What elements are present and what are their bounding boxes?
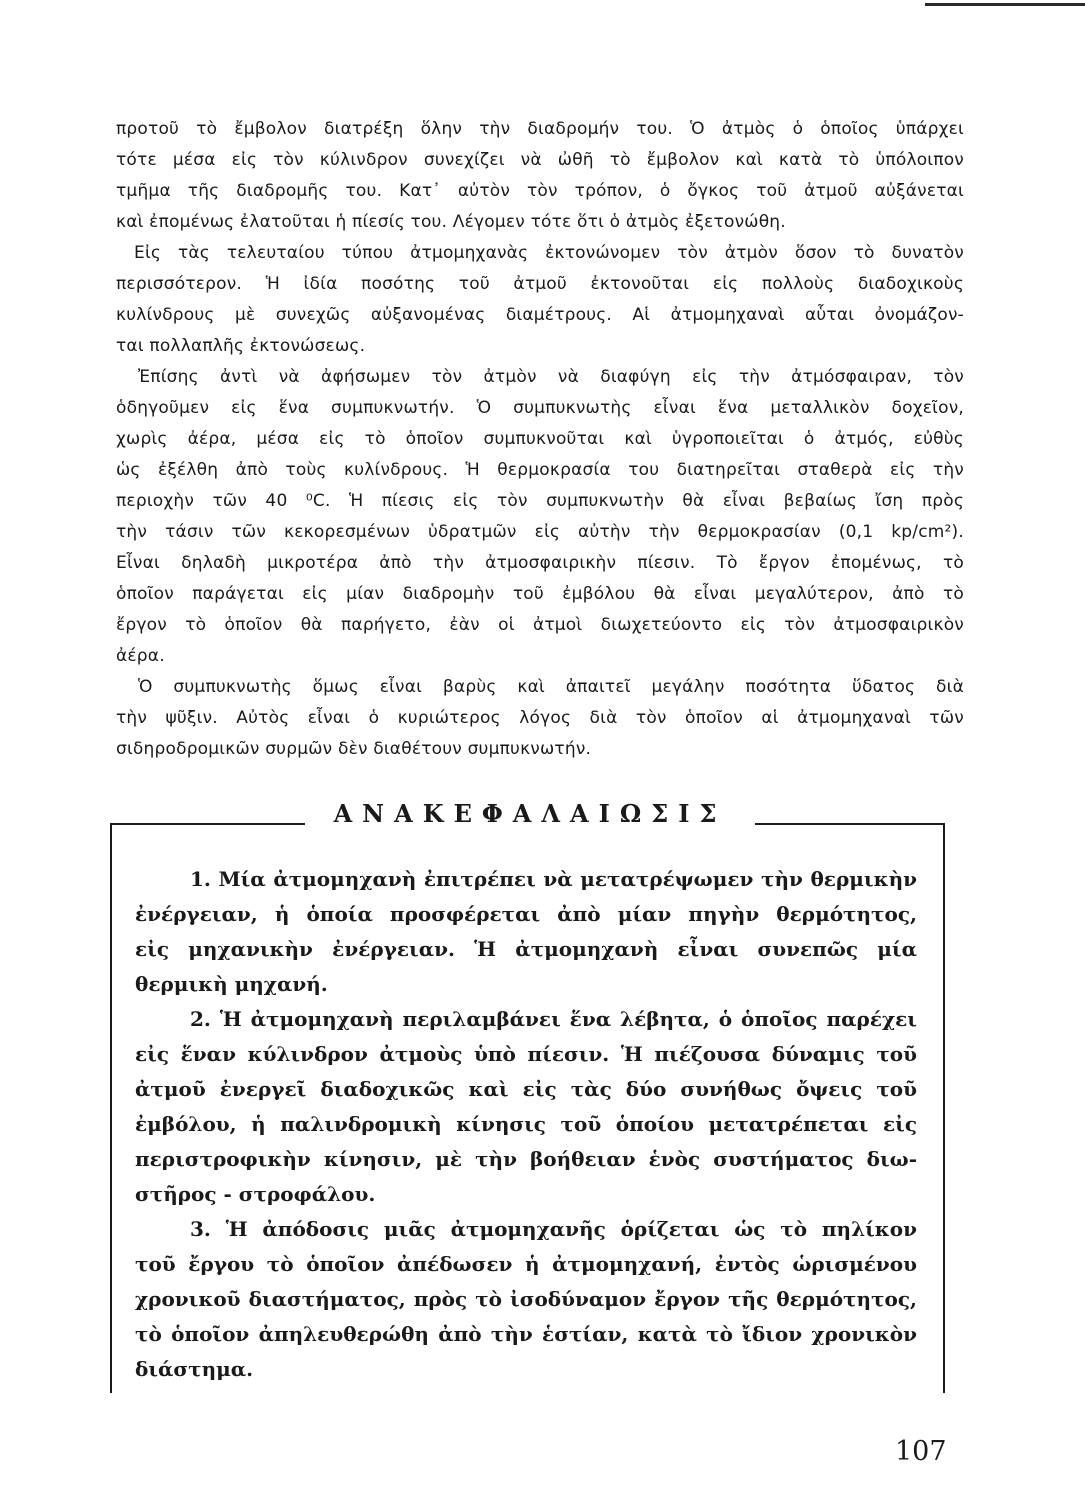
summary-line: ἀτμοῦ ἐνεργεῖ διαδοχικῶς καὶ εἰς τὰς δύο συνήθως ὄψεις τοῦ — [135, 1077, 917, 1101]
body-line: χωρὶς ἀέρα, μέσα εἰς τὸ ὁποῖον συμπυκνοῦται καὶ ὑγροποιεῖται ὁ ἀτμός, εὐθὺς — [116, 429, 964, 449]
summary-line: στῆρος - στροφάλου. — [135, 1182, 376, 1206]
body-line: περισσότερον. Ἡ ἰδία ποσότης τοῦ ἀτμοῦ ἐκτονοῦται εἰς πολλοὺς διαδοχικοὺς — [116, 274, 964, 294]
body-line: τὴν ψῦξιν. Αὐτὸς εἶναι ὁ κυριώτερος λόγος διὰ τὸν ὁποῖον αἱ ἀτμομηχαναὶ τῶν — [116, 708, 964, 728]
body-line: ὁδηγοῦμεν εἰς ἕνα συμπυκνωτήν. Ὁ συμπυκνωτὴς εἶναι ἕνα μεταλλικὸν δοχεῖον, — [116, 398, 964, 418]
summary-line: ἐνέργειαν, ἡ ὁποία προσφέρεται ἀπὸ μίαν πηγὴν θερμότητος, — [135, 902, 917, 926]
summary-line: 2. Ἡ ἀτμομηχανὴ περιλαμβάνει ἕνα λέβητα, ὁ ὁποῖος παρέχει — [190, 1007, 917, 1031]
summary-line: 1. Μία ἀτμομηχανὴ ἐπιτρέπει νὰ μετατρέψωμεν τὴν θερμικὴν — [190, 867, 917, 891]
summary-box-left-border — [110, 823, 112, 1393]
body-line: ὡς ἐξέλθη ἀπὸ τοὺς κυλίνδρους. Ἡ θερμοκρασία του διατηρεῖται σταθερὰ εἰς τὴν — [116, 460, 964, 480]
body-line: ὁποῖον παράγεται εἰς μίαν διαδρομὴν τοῦ ἐμβόλου θὰ εἶναι μεγαλύτερον, ἀπὸ τὸ — [116, 584, 964, 604]
body-line: Ὁ συμπυκνωτὴς ὅμως εἶναι βαρὺς καὶ ἀπαιτεῖ μεγάλην ποσότητα ὕδατος διὰ — [138, 677, 964, 697]
summary-heading: ΑΝΑΚΕΦΑΛΑΙΩΣΙΣ — [333, 799, 727, 828]
body-line: κυλίνδρους μὲ συνεχῶς αὐξανομένας διαμέτρους. Αἱ ἀτμομηχαναὶ αὗται ὀνομάζον- — [116, 305, 964, 325]
summary-line: τὸ ὁποῖον ἀπηλευθερώθη ἀπὸ τὴν ἑστίαν, κατὰ τὸ ἴδιον χρονικὸν — [135, 1322, 917, 1346]
summary-line: 3. Ἡ ἀπόδοσις μιᾶς ἀτμομηχανῆς ὁρίζεται ὡς τὸ πηλίκον — [190, 1217, 917, 1241]
body-line: ται πολλαπλῆς ἐκτονώσεως. — [116, 336, 366, 356]
body-line: περιοχὴν τῶν 40 ⁰C. Ἡ πίεσις εἰς τὸν συμπυκνωτὴν θὰ εἶναι βεβαίως ἴση πρὸς — [116, 491, 964, 511]
summary-box-right-border — [943, 823, 945, 1393]
body-line: τότε μέσα εἰς τὸν κύλινδρον συνεχίζει νὰ ὠθῆ τὸ ἔμβολον καὶ κατὰ τὸ ὑπόλοιπον — [116, 150, 964, 170]
summary-line: εἰς μηχανικὴν ἐνέργειαν. Ἡ ἀτμομηχανὴ εἶναι συνεπῶς μία — [135, 937, 917, 961]
summary-line: περιστροφικὴν κίνησιν, μὲ τὴν βοήθειαν ἑνὸς συστήματος διω- — [135, 1147, 917, 1171]
page-number: 107 — [895, 1436, 947, 1467]
summary-line: διάστημα. — [135, 1357, 254, 1381]
body-line: τὴν τάσιν τῶν κεκορεσμένων ὑδρατμῶν εἰς αὐτὴν τὴν θερμοκρασίαν (0,1 kp/cm²). — [116, 522, 964, 542]
summary-line: χρονικοῦ διαστήματος, πρὸς τὸ ἰσοδύναμον ἔργον τῆς θερμότητος, — [135, 1287, 917, 1311]
body-line: Εἶναι δηλαδὴ μικροτέρα ἀπὸ τὴν ἀτμοσφαιρικὴν πίεσιν. Τὸ ἔργον ἐπομένως, τὸ — [116, 553, 964, 573]
summary-line: ἐμβόλου, ἡ παλινδρομικὴ κίνησις τοῦ ὁποίου μετατρέπεται εἰς — [135, 1112, 917, 1136]
body-line: ἔργον τὸ ὁποῖον θὰ παρήγετο, ἐὰν οἱ ἀτμοὶ διωχετεύοντο εἰς τὸν ἀτμοσφαιρικὸν — [116, 615, 964, 635]
body-line: Ἐπίσης ἀντὶ νὰ ἀφήσωμεν τὸν ἀτμὸν νὰ διαφύγη εἰς τὴν ἀτμόσφαιραν, τὸν — [138, 367, 964, 387]
summary-line: εἰς ἕναν κύλινδρον ἀτμοὺς ὑπὸ πίεσιν. Ἡ πιέζουσα δύναμις τοῦ — [135, 1042, 917, 1066]
body-line: Εἰς τὰς τελευταίου τύπου ἀτμομηχανὰς ἐκτονώνομεν τὸν ἀτμὸν ὅσον τὸ δυνατὸν — [134, 243, 964, 263]
summary-box-top-rule-left — [110, 823, 305, 825]
body-line: σιδηροδρομικῶν συρμῶν δὲν διαθέτουν συμπυκνωτήν. — [116, 739, 592, 759]
body-line: τμῆμα τῆς διαδρομῆς του. Κατ᾽ αὐτὸν τὸν τρόπον, ὁ ὄγκος τοῦ ἀτμοῦ αὐξάνεται — [116, 181, 964, 201]
summary-line: θερμικὴ μηχανή. — [135, 972, 328, 996]
body-line: ἀέρα. — [116, 646, 165, 666]
body-line: καὶ ἐπομένως ἐλατοῦται ἡ πίεσίς του. Λέγομεν τότε ὅτι ὁ ἀτμὸς ἐξετονώθη. — [116, 212, 786, 232]
summary-line: τοῦ ἔργου τὸ ὁποῖον ἀπέδωσεν ἡ ἀτμομηχανή, ἐντὸς ὡρισμένου — [135, 1252, 917, 1276]
summary-box-top-rule-right — [755, 823, 945, 825]
body-line: προτοῦ τὸ ἔμβολον διατρέξη ὅλην τὴν διαδρομήν του. Ὁ ἀτμὸς ὁ ὁποῖος ὑπάρχει — [116, 119, 964, 139]
top-edge-rule — [925, 3, 1085, 6]
